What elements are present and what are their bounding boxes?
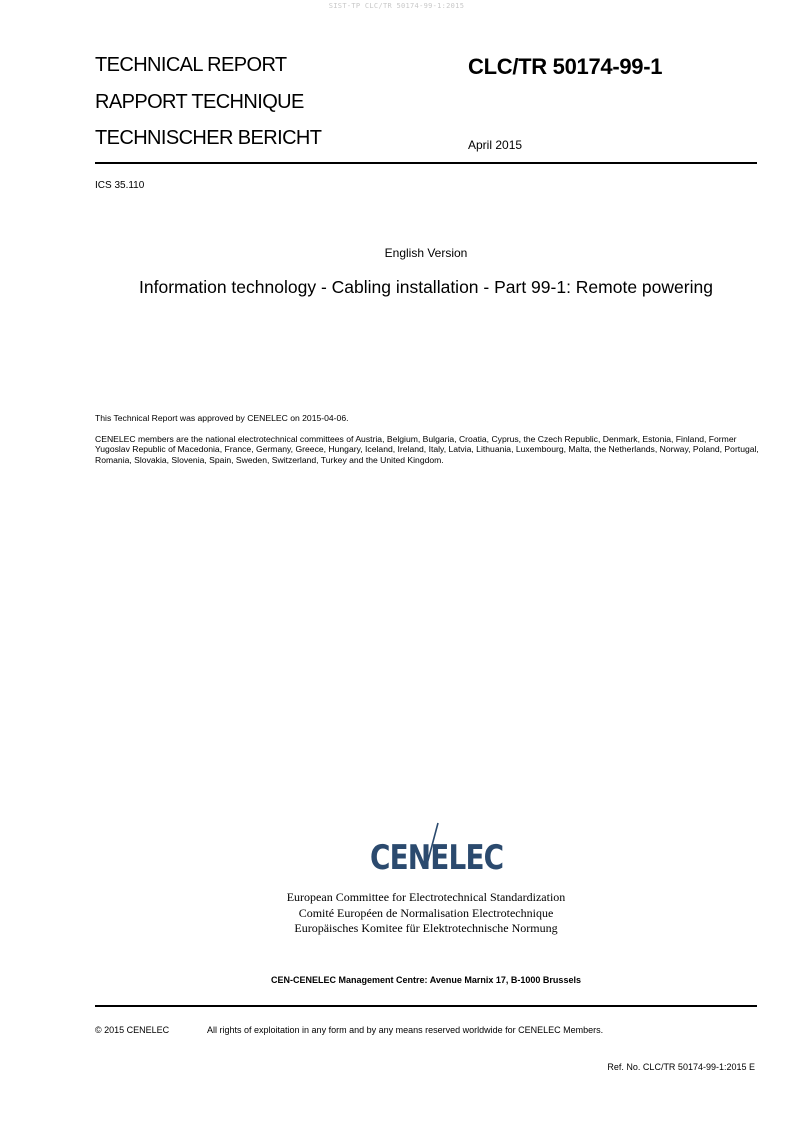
svg-text:CENELEC: CENELEC xyxy=(369,838,504,872)
document-number: CLC/TR 50174-99-1 xyxy=(468,54,663,79)
reference-number: Ref. No. CLC/TR 50174-99-1:2015 E xyxy=(607,1062,755,1072)
rights-notice: All rights of exploitation in any form and by any means reserved worldwide for CENELEC Members. xyxy=(207,1025,604,1035)
ics-code: ICS 35.110 xyxy=(95,180,145,191)
org-name-de: Europäisches Komitee für Elektrotechnische Normung xyxy=(294,921,558,935)
language-version: English Version xyxy=(384,246,468,260)
organization-names xyxy=(0,890,793,937)
document-title: Information technology - Cabling installation - Part 99-1: Remote powering xyxy=(139,277,713,297)
management-centre-address: CEN-CENELEC Management Centre: Avenue Marnix 17, B-1000 Brussels xyxy=(271,975,581,985)
publication-date: April 2015 xyxy=(468,138,523,152)
footer-divider xyxy=(95,1005,757,1007)
members-statement: CENELEC members are the national electrotechnical committees of Austria, Belgium, Bulgaria, Croatia, Cyprus, the Czech Republic, Denmark, Estonia, Finland, Former Yugoslav Republic of Macedonia, France, Germany, Greece, Hungary, Iceland, Ireland, Italy, Latvia, Lithuania, Luxembourg, Malta, the Netherlands, Norway, Poland, Portugal, Romania, Slovakia, Slovenia, Spain, Sweden, Switzerland, Turkey and the United Kingdom. xyxy=(95,434,759,465)
report-type-en: TECHNICAL REPORT xyxy=(95,54,287,76)
header-divider xyxy=(95,162,757,164)
org-name-fr: Comité Européen de Normalisation Electrotechnique xyxy=(298,905,554,920)
watermark: SIST-TP CLC/TR 50174-99-1:2015 xyxy=(328,2,465,10)
org-name-en: European Committee for Electrotechnical Standardization xyxy=(286,890,566,904)
approval-statement: This Technical Report was approved by CENELEC on 2015-04-06. xyxy=(95,413,349,423)
cenelec-logo xyxy=(362,822,512,872)
copyright-notice: © 2015 CENELEC xyxy=(95,1025,170,1035)
report-type-fr: RAPPORT TECHNIQUE xyxy=(95,91,304,113)
report-type-de: TECHNISCHER BERICHT xyxy=(95,127,322,149)
